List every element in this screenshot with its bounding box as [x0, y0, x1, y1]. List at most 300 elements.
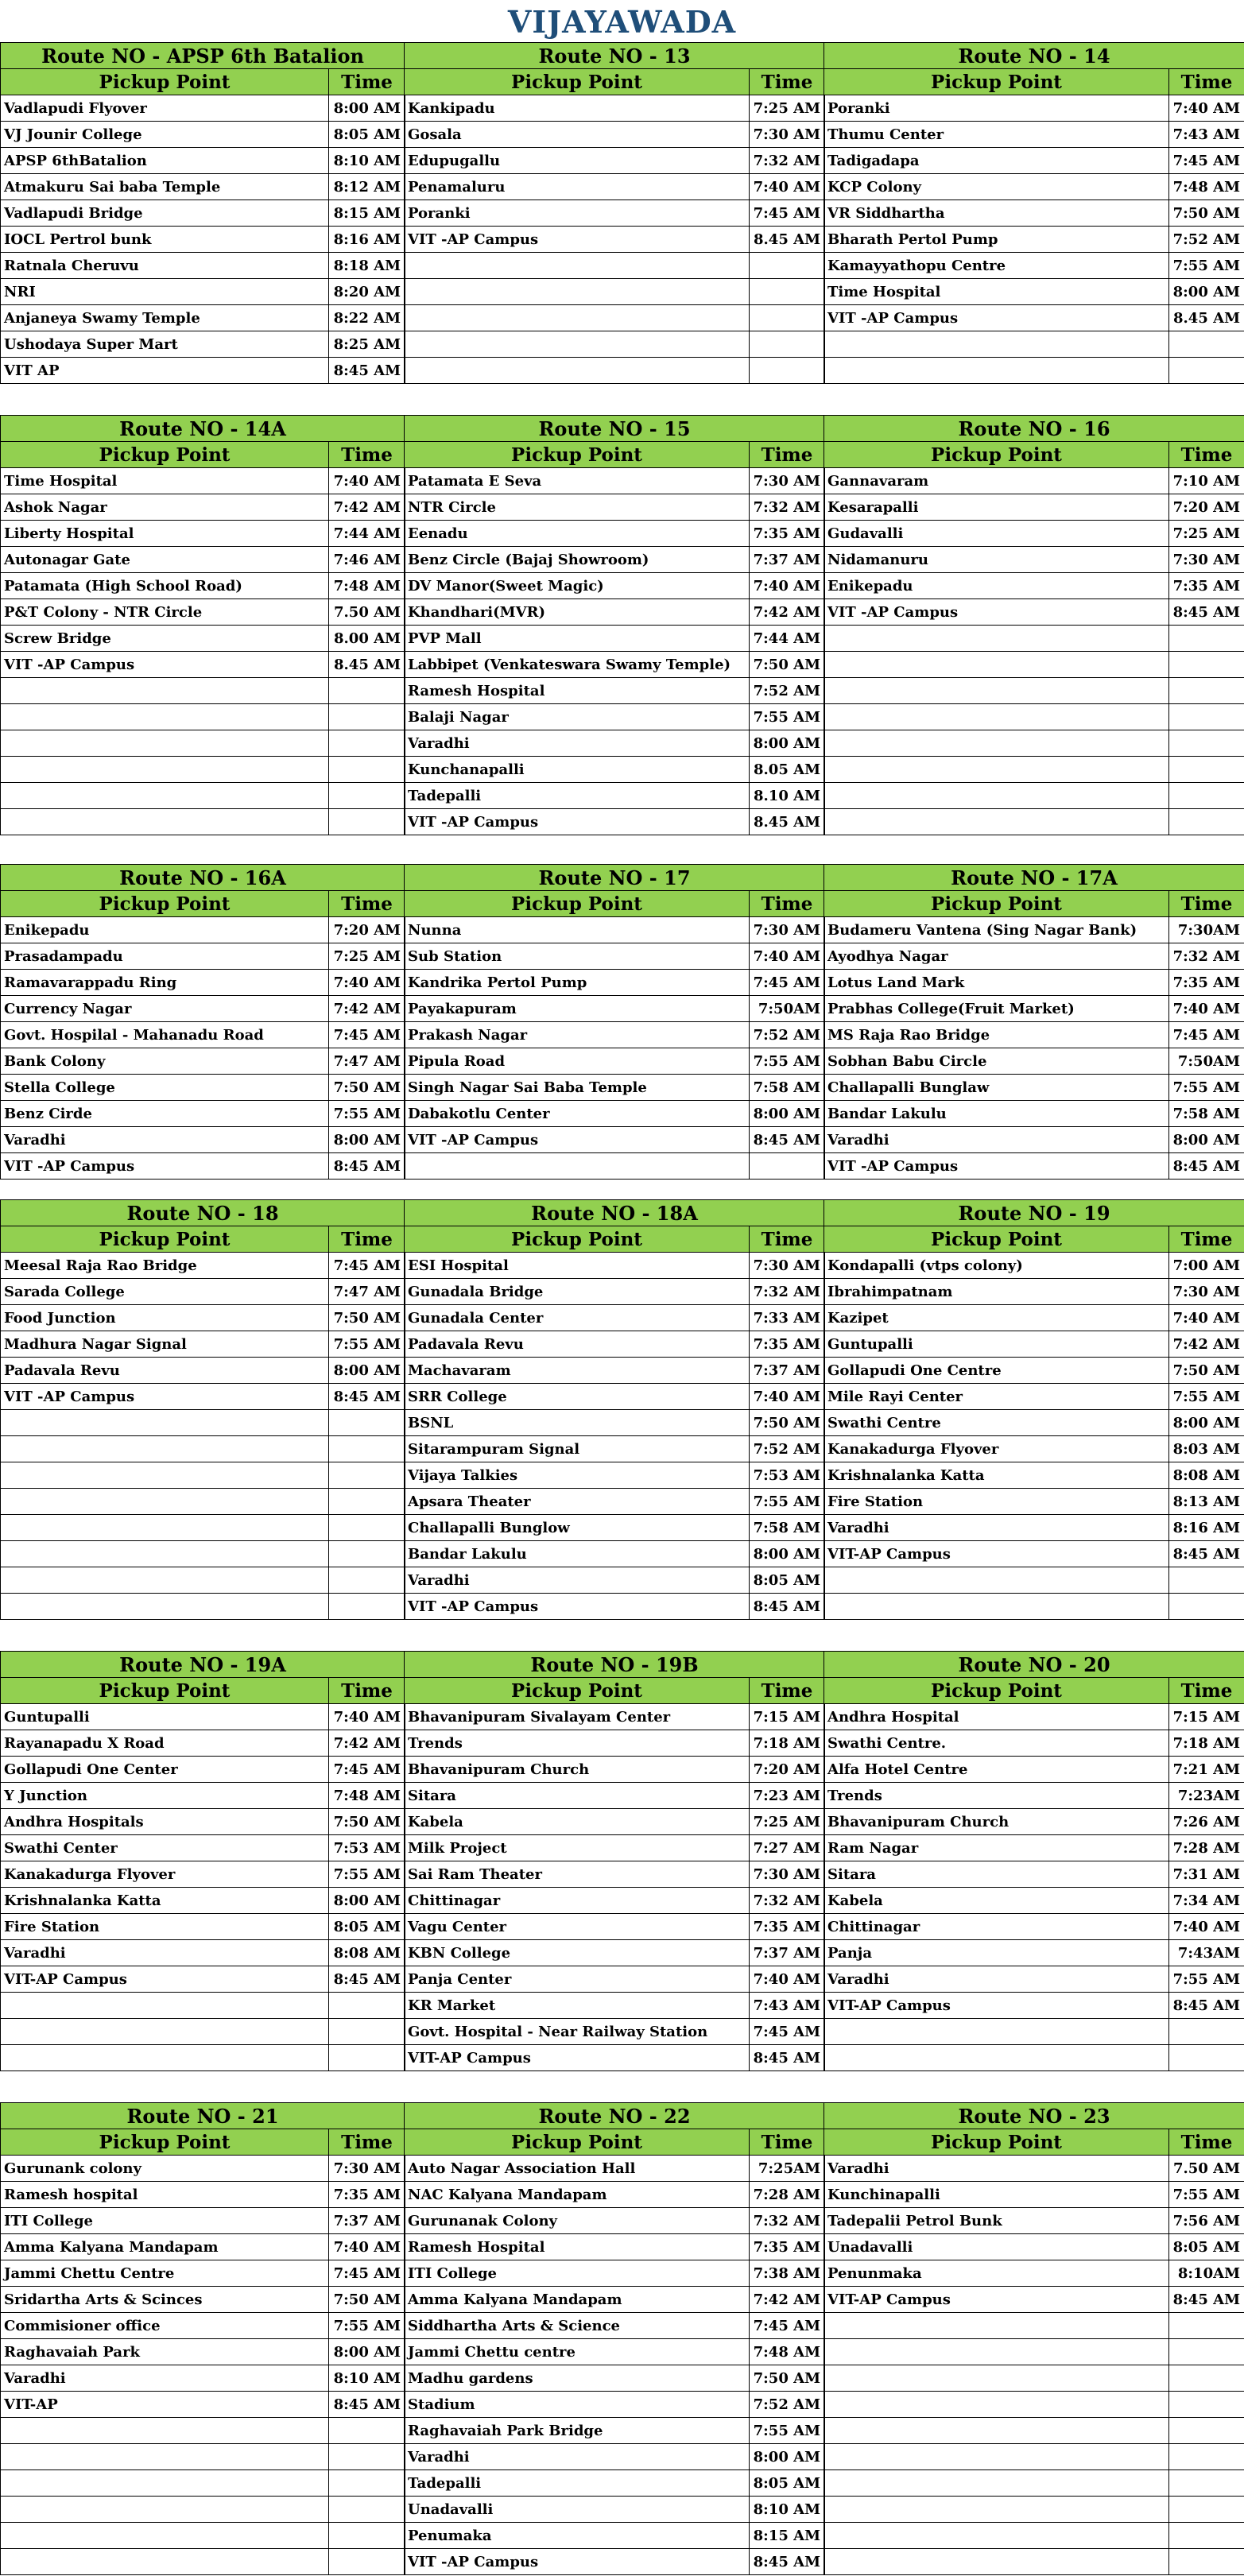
route-name: Route NO - 16 — [824, 416, 1244, 442]
time-cell — [1169, 2497, 1244, 2523]
table-row — [405, 494, 825, 521]
pickup-point-cell: Govt. Hospital - Near Railway Station — [405, 2019, 750, 2045]
time-cell — [329, 1489, 405, 1515]
pickup-point-cell — [1, 2549, 329, 2575]
table-row — [1, 757, 405, 783]
time-header: Time — [750, 442, 825, 468]
pickup-point-header: Pickup Point — [1, 1678, 329, 1704]
pickup-point-cell: Tadepalli — [405, 2470, 750, 2497]
pickup-point-cell: VIT-AP Campus — [824, 2287, 1169, 2313]
pickup-point-cell: VIT-AP — [1, 2392, 329, 2418]
pickup-point-cell: Tadigadapa — [824, 148, 1169, 174]
pickup-point-cell: Amma Kalyana Mandapam — [1, 2234, 329, 2260]
time-cell: 7:55 AM — [1169, 1384, 1244, 1410]
time-cell: 7:28 AM — [1169, 1835, 1244, 1861]
table-row — [824, 2339, 1244, 2365]
pickup-point-cell: NTR Circle — [405, 494, 750, 521]
pickup-point-cell: SRR College — [405, 1384, 750, 1410]
route-schedule-table — [404, 2102, 825, 2575]
table-row — [405, 2392, 825, 2418]
route-schedule-table — [824, 2102, 1244, 2575]
pickup-point-cell: Nunna — [405, 917, 750, 943]
time-cell: 7:45 AM — [750, 2313, 825, 2339]
time-cell: 8.10 AM — [750, 783, 825, 809]
time-cell: 7:52 AM — [1169, 227, 1244, 253]
table-row — [405, 2260, 825, 2287]
time-header: Time — [1169, 69, 1244, 95]
time-cell: 7:47 AM — [329, 1048, 405, 1075]
time-cell — [329, 1515, 405, 1541]
table-row — [824, 943, 1244, 970]
table-row — [824, 1541, 1244, 1567]
route-schedule-table — [404, 1651, 825, 2071]
table-row — [405, 730, 825, 757]
pickup-point-cell: Alfa Hotel Centre — [824, 1757, 1169, 1783]
table-row — [405, 305, 825, 331]
pickup-point-cell: Liberty Hospital — [1, 521, 329, 547]
time-cell: 7:25 AM — [329, 943, 405, 970]
pickup-point-cell: Siddhartha Arts & Science — [405, 2313, 750, 2339]
time-cell: 7:23AM — [1169, 1783, 1244, 1809]
time-cell: 8:00 AM — [750, 1101, 825, 1127]
pickup-point-header: Pickup Point — [824, 2129, 1169, 2156]
pickup-point-cell: Sitara — [824, 1861, 1169, 1888]
pickup-point-cell: Varadhi — [1, 1940, 329, 1966]
time-cell: 7:30 AM — [1169, 1279, 1244, 1305]
route-table — [824, 1651, 1244, 2071]
table-row — [1, 1305, 405, 1331]
time-cell — [750, 253, 825, 279]
column-header-row — [824, 442, 1244, 468]
time-header: Time — [329, 891, 405, 917]
table-row — [1, 626, 405, 652]
pickup-point-cell — [824, 2470, 1169, 2497]
time-cell: 7:40 AM — [329, 468, 405, 494]
table-row — [824, 678, 1244, 704]
table-row — [1, 95, 405, 122]
route-table — [0, 1651, 405, 2071]
time-cell: 7:35 AM — [329, 2182, 405, 2208]
pickup-point-cell: Poranki — [824, 95, 1169, 122]
time-cell — [1169, 358, 1244, 384]
column-header-row — [405, 69, 825, 95]
table-row — [1, 305, 405, 331]
pickup-point-cell: Gollapudi One Centre — [824, 1358, 1169, 1384]
time-header: Time — [1169, 442, 1244, 468]
table-row — [824, 468, 1244, 494]
column-header-row — [1, 1226, 405, 1253]
pickup-point-cell: Fire Station — [824, 1489, 1169, 1515]
pickup-point-cell: Meesal Raja Rao Bridge — [1, 1253, 329, 1279]
time-cell: 7:44 AM — [329, 521, 405, 547]
pickup-point-cell — [824, 652, 1169, 678]
route-schedule-table — [0, 1651, 405, 2071]
time-cell — [1169, 704, 1244, 730]
pickup-point-cell — [824, 757, 1169, 783]
table-row — [824, 996, 1244, 1022]
pickup-point-cell: Mile Rayi Center — [824, 1384, 1169, 1410]
time-cell — [329, 2497, 405, 2523]
pickup-point-cell — [1, 678, 329, 704]
table-row — [405, 1730, 825, 1757]
time-cell — [329, 1462, 405, 1489]
pickup-point-cell: P&T Colony - NTR Circle — [1, 599, 329, 626]
pickup-point-cell: Kunchanapalli — [405, 757, 750, 783]
pickup-point-cell: Ramavarappadu Ring — [1, 970, 329, 996]
table-row — [405, 521, 825, 547]
table-row — [1, 1888, 405, 1914]
route-name: Route NO - 19 — [824, 1200, 1244, 1226]
pickup-point-cell: Padavala Revu — [1, 1358, 329, 1384]
pickup-point-cell: Tadepalli — [405, 783, 750, 809]
pickup-point-cell: Kazipet — [824, 1305, 1169, 1331]
table-row — [1, 1594, 405, 1620]
pickup-point-cell: Kunchinapalli — [824, 2182, 1169, 2208]
time-cell: 7:32 AM — [750, 494, 825, 521]
table-row — [1, 1253, 405, 1279]
pickup-point-cell: Khandhari(MVR) — [405, 599, 750, 626]
column-header-row — [824, 1226, 1244, 1253]
table-row — [405, 1048, 825, 1075]
table-row — [1, 573, 405, 599]
table-row — [1, 1331, 405, 1358]
pickup-point-cell — [405, 1153, 750, 1180]
time-cell: 7:25 AM — [750, 95, 825, 122]
time-cell: 7:44 AM — [750, 626, 825, 652]
time-cell: 7:30 AM — [750, 1861, 825, 1888]
table-row — [405, 2019, 825, 2045]
table-row — [1, 2287, 405, 2313]
time-cell: 8:45 AM — [750, 2045, 825, 2071]
table-row — [405, 2287, 825, 2313]
time-cell: 7:42 AM — [750, 599, 825, 626]
time-cell — [329, 704, 405, 730]
table-row — [824, 2497, 1244, 2523]
table-row — [1, 547, 405, 573]
table-row — [824, 1101, 1244, 1127]
pickup-point-cell: Milk Project — [405, 1835, 750, 1861]
time-cell: 7:35 AM — [750, 1914, 825, 1940]
time-cell: 7:43AM — [1169, 1940, 1244, 1966]
pickup-point-cell: Swathi Centre — [824, 1410, 1169, 1436]
pickup-point-cell: ITI College — [405, 2260, 750, 2287]
time-cell: 8:18 AM — [329, 253, 405, 279]
pickup-point-cell: Swathi Center — [1, 1835, 329, 1861]
pickup-point-cell: Govt. Hospilal - Mahanadu Road — [1, 1022, 329, 1048]
pickup-point-cell: VIT -AP Campus — [824, 1153, 1169, 1180]
time-cell: 7:00 AM — [1169, 1253, 1244, 1279]
table-row — [1, 1489, 405, 1515]
table-row — [405, 1567, 825, 1594]
table-row — [824, 1888, 1244, 1914]
time-cell: 8.05 AM — [750, 757, 825, 783]
route-table — [824, 42, 1244, 384]
pickup-point-cell: Trends — [824, 1783, 1169, 1809]
route-name: Route NO - 17 — [405, 865, 825, 891]
time-cell: 7:40 AM — [329, 970, 405, 996]
table-row — [824, 2313, 1244, 2339]
table-row — [1, 1966, 405, 1993]
table-row — [405, 1436, 825, 1462]
time-cell: 8:45 AM — [329, 1153, 405, 1180]
table-row — [824, 1305, 1244, 1331]
table-row — [1, 1567, 405, 1594]
pickup-point-cell: Screw Bridge — [1, 626, 329, 652]
table-row — [1, 2418, 405, 2444]
table-row — [824, 1127, 1244, 1153]
time-cell — [1169, 2444, 1244, 2470]
city-title: VIJAYAWADA — [507, 4, 737, 40]
table-row — [824, 494, 1244, 521]
table-row — [1, 2234, 405, 2260]
pickup-point-cell: Anjaneya Swamy Temple — [1, 305, 329, 331]
pickup-point-cell — [824, 704, 1169, 730]
time-cell — [750, 279, 825, 305]
table-row — [1, 468, 405, 494]
table-row — [405, 1022, 825, 1048]
time-cell: 7:35 AM — [750, 1331, 825, 1358]
pickup-point-cell: Krishnalanka Katta — [824, 1462, 1169, 1489]
route-table — [0, 415, 405, 835]
time-cell: 7:32 AM — [1169, 943, 1244, 970]
pickup-point-cell — [824, 2418, 1169, 2444]
table-row — [405, 2156, 825, 2182]
time-cell: 7:37 AM — [750, 1358, 825, 1384]
table-row — [405, 2182, 825, 2208]
route-header-row — [405, 865, 825, 891]
pickup-point-cell: Vijaya Talkies — [405, 1462, 750, 1489]
time-cell: 8:45 AM — [329, 1384, 405, 1410]
table-row — [1, 1515, 405, 1541]
pickup-point-cell: Ramesh Hospital — [405, 678, 750, 704]
pickup-point-cell: Labbipet (Venkateswara Swamy Temple) — [405, 652, 750, 678]
time-cell: 8:45 AM — [1169, 2287, 1244, 2313]
time-cell: 8:10 AM — [329, 2365, 405, 2392]
table-row — [1, 148, 405, 174]
pickup-point-cell: Panja — [824, 1940, 1169, 1966]
time-cell: 7:50AM — [1169, 1048, 1244, 1075]
table-row — [405, 1305, 825, 1331]
time-cell: 7:35 AM — [1169, 970, 1244, 996]
pickup-point-cell: Ibrahimpatnam — [824, 1279, 1169, 1305]
time-cell — [750, 358, 825, 384]
time-cell: 7:35 AM — [1169, 573, 1244, 599]
route-header-row — [1, 2103, 405, 2129]
time-cell — [1169, 678, 1244, 704]
table-row — [405, 2234, 825, 2260]
route-table — [824, 415, 1244, 835]
column-header-row — [824, 69, 1244, 95]
pickup-point-cell — [824, 2497, 1169, 2523]
column-header-row — [824, 891, 1244, 917]
table-row — [1, 2444, 405, 2470]
time-cell: 7:40 AM — [750, 1966, 825, 1993]
pickup-point-cell: Fire Station — [1, 1914, 329, 1940]
route-name: Route NO - 21 — [1, 2103, 405, 2129]
time-cell: 7:58 AM — [750, 1515, 825, 1541]
pickup-point-header: Pickup Point — [824, 891, 1169, 917]
table-row — [405, 2444, 825, 2470]
pickup-point-cell: Vadlapudi Bridge — [1, 200, 329, 227]
table-row — [1, 2019, 405, 2045]
table-row — [1, 279, 405, 305]
pickup-point-cell: Benz Circle (Bajaj Showroom) — [405, 547, 750, 573]
time-cell — [329, 1541, 405, 1567]
route-table — [824, 1199, 1244, 1620]
route-table — [0, 864, 405, 1180]
pickup-point-cell — [824, 2019, 1169, 2045]
route-name: Route NO - 18 — [1, 1200, 405, 1226]
table-row — [824, 2523, 1244, 2549]
time-cell: 7:30AM — [1169, 917, 1244, 943]
time-cell: 8:13 AM — [1169, 1489, 1244, 1515]
time-cell: 7:30 AM — [750, 122, 825, 148]
time-cell: 8:00 AM — [750, 730, 825, 757]
time-cell: 8:45 AM — [329, 1966, 405, 1993]
pickup-point-cell: Kesarapalli — [824, 494, 1169, 521]
time-cell — [329, 1567, 405, 1594]
table-row — [405, 1279, 825, 1305]
table-row — [1, 2045, 405, 2071]
table-row — [824, 2019, 1244, 2045]
table-row — [1, 1940, 405, 1966]
time-cell: 7:52 AM — [750, 2392, 825, 2418]
table-row — [824, 1757, 1244, 1783]
time-cell: 8:12 AM — [329, 174, 405, 200]
time-cell: 8:05 AM — [750, 2470, 825, 2497]
pickup-point-cell: Varadhi — [405, 2444, 750, 2470]
table-row — [1, 2208, 405, 2234]
pickup-point-cell: VIT -AP Campus — [1, 1153, 329, 1180]
pickup-point-cell: Commisioner office — [1, 2313, 329, 2339]
table-row — [1, 1809, 405, 1835]
table-row — [405, 1489, 825, 1515]
pickup-point-cell — [1, 2497, 329, 2523]
time-cell: 7:32 AM — [750, 148, 825, 174]
time-cell — [329, 757, 405, 783]
pickup-point-cell: Sai Ram Theater — [405, 1861, 750, 1888]
time-cell: 7:55 AM — [750, 2418, 825, 2444]
time-cell: 8:05 AM — [1169, 2234, 1244, 2260]
pickup-point-cell: Bhavanipuram Church — [405, 1757, 750, 1783]
route-header-row — [1, 43, 405, 69]
time-cell: 7:30 AM — [750, 468, 825, 494]
table-row — [824, 1075, 1244, 1101]
time-cell: 8:00 AM — [329, 2339, 405, 2365]
time-cell: 7:50 AM — [329, 1809, 405, 1835]
route-schedule-table — [824, 415, 1244, 835]
table-row — [405, 1462, 825, 1489]
pickup-point-header: Pickup Point — [1, 69, 329, 95]
route-header-row — [824, 2103, 1244, 2129]
table-row — [1, 704, 405, 730]
pickup-point-cell: Vadlapudi Flyover — [1, 95, 329, 122]
table-row — [1, 2313, 405, 2339]
pickup-point-cell: Budameru Vantena (Sing Nagar Bank) — [824, 917, 1169, 943]
table-row — [405, 1809, 825, 1835]
time-cell — [750, 331, 825, 358]
time-cell — [1169, 2313, 1244, 2339]
table-row — [824, 2444, 1244, 2470]
time-cell: 7:40 AM — [750, 1384, 825, 1410]
route-name: Route NO - 15 — [405, 416, 825, 442]
pickup-point-header: Pickup Point — [405, 1226, 750, 1253]
table-row — [405, 1704, 825, 1730]
table-row — [1, 1993, 405, 2019]
pickup-point-cell — [824, 2523, 1169, 2549]
table-row — [1, 1783, 405, 1809]
pickup-point-cell: Nidamanuru — [824, 547, 1169, 573]
column-header-row — [1, 1678, 405, 1704]
route-header-row — [1, 1200, 405, 1226]
pickup-point-header: Pickup Point — [405, 891, 750, 917]
pickup-point-cell: VIT -AP Campus — [1, 1384, 329, 1410]
pickup-point-cell: Madhura Nagar Signal — [1, 1331, 329, 1358]
pickup-point-cell: Machavaram — [405, 1358, 750, 1384]
pickup-point-cell: Gunadala Center — [405, 1305, 750, 1331]
pickup-point-cell: Chittinagar — [405, 1888, 750, 1914]
pickup-point-cell — [1, 1462, 329, 1489]
pickup-point-cell: Prabhas College(Fruit Market) — [824, 996, 1169, 1022]
time-cell: 7:45 AM — [329, 1022, 405, 1048]
pickup-point-cell: Edupugallu — [405, 148, 750, 174]
pickup-point-cell: Kanakadurga Flyover — [824, 1436, 1169, 1462]
table-row — [824, 1358, 1244, 1384]
pickup-point-cell: Lotus Land Mark — [824, 970, 1169, 996]
time-cell: 8:00 AM — [750, 2444, 825, 2470]
time-cell: 7:55 AM — [750, 704, 825, 730]
time-cell — [1169, 730, 1244, 757]
time-cell: 7:55 AM — [1169, 1966, 1244, 1993]
table-row — [824, 652, 1244, 678]
pickup-point-cell: Unadavalli — [824, 2234, 1169, 2260]
time-cell — [1169, 2418, 1244, 2444]
time-cell: 7:50 AM — [750, 2365, 825, 2392]
time-cell: 8:08 AM — [329, 1940, 405, 1966]
pickup-point-cell: VIT -AP Campus — [405, 809, 750, 835]
time-cell — [1169, 1594, 1244, 1620]
time-cell: 7:48 AM — [1169, 174, 1244, 200]
route-header-row — [824, 865, 1244, 891]
time-cell: 8:00 AM — [329, 1358, 405, 1384]
pickup-point-cell: Stella College — [1, 1075, 329, 1101]
time-cell — [1169, 757, 1244, 783]
table-row — [824, 1966, 1244, 1993]
time-cell: 8:15 AM — [329, 200, 405, 227]
table-row — [824, 757, 1244, 783]
table-row — [1, 1022, 405, 1048]
time-cell: 7:45 AM — [750, 2019, 825, 2045]
time-cell: 8:00 AM — [329, 1127, 405, 1153]
pickup-point-cell — [1, 2470, 329, 2497]
pickup-point-cell: Kamayyathopu Centre — [824, 253, 1169, 279]
route-name: Route NO - 20 — [824, 1652, 1244, 1678]
pickup-point-cell: Time Hospital — [1, 468, 329, 494]
table-row — [1, 1861, 405, 1888]
time-cell — [329, 2470, 405, 2497]
pickup-point-cell: Kankipadu — [405, 95, 750, 122]
route-schedule-table — [0, 864, 405, 1180]
route-header-row — [405, 1200, 825, 1226]
table-row — [405, 652, 825, 678]
route-table — [404, 42, 824, 384]
table-row — [824, 1279, 1244, 1305]
pickup-point-cell: Kandrika Pertol Pump — [405, 970, 750, 996]
table-row — [824, 1783, 1244, 1809]
time-cell: 8:08 AM — [1169, 1462, 1244, 1489]
time-cell: 7:42 AM — [329, 1730, 405, 1757]
time-cell: 7:45 AM — [329, 2260, 405, 2287]
